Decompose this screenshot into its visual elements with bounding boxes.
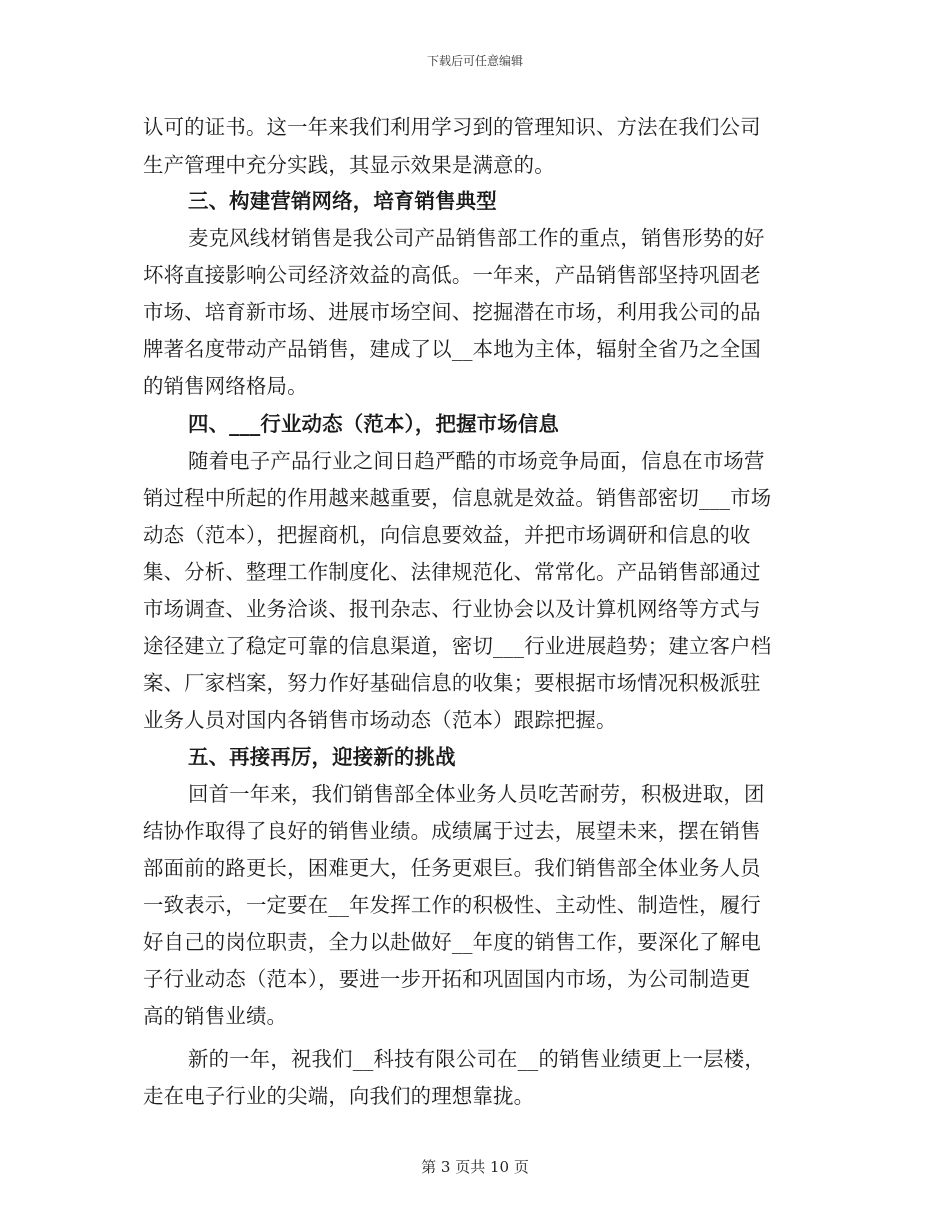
paragraph-line: 部面前的路更长，困难更大，任务更艰巨。我们销售部全体业务人员 xyxy=(143,856,761,880)
paragraph-line: 动态（范本），把握商机，向信息要效益，并把市场调研和信息的收 xyxy=(143,523,751,547)
paragraph-line: 认可的证书。这一年来我们利用学习到的管理知识、方法在我们公司 xyxy=(143,115,761,139)
section-heading: 三、构建营销网络，培育销售典型 xyxy=(188,189,497,213)
paragraph-line: 一致表示，一定要在__年发挥工作的积极性、主动性、制造性，履行 xyxy=(143,893,761,917)
paragraph-line: 的销售网络格局。 xyxy=(143,374,308,398)
paragraph-line: 案、厂家档案，努力作好基础信息的收集；要根据市场情况积极派驻 xyxy=(143,671,761,695)
paragraph-line: 市场调查、业务洽谈、报刊杂志、行业协会以及计算机网络等方式与 xyxy=(143,597,761,621)
paragraph-line: 坏将直接影响公司经济效益的高低。一年来，产品销售部坚持巩固老 xyxy=(143,263,761,287)
paragraph-line: 子行业动态（范本），要进一步开拓和巩固国内市场，为公司制造更 xyxy=(143,967,751,991)
paragraph-line: 随着电子产品行业之间日趋严酷的市场竞争局面，信息在市场营 xyxy=(188,449,765,473)
paragraph-line: 走在电子行业的尖端，向我们的理想靠拢。 xyxy=(143,1084,535,1108)
paragraph-line: 市场、培育新市场、进展市场空间、挖掘潜在市场，利用我公司的品 xyxy=(143,300,761,324)
header-note: 下载后可任意编辑 xyxy=(426,54,523,68)
page-number: 第 3 页共 10 页 xyxy=(421,1158,529,1176)
paragraph-line: 好自己的岗位职责，全力以赴做好__年度的销售工作，要深化了解电 xyxy=(143,930,761,954)
paragraph-line: 结协作取得了良好的销售业绩。成绩属于过去，展望未来，摆在销售 xyxy=(143,819,761,843)
paragraph-line: 麦克风线材销售是我公司产品销售部工作的重点，销售形势的好 xyxy=(188,226,765,250)
section-heading: 五、再接再厉，迎接新的挑战 xyxy=(188,745,456,769)
paragraph-line: 回首一年来，我们销售部全体业务人员吃苦耐劳，积极进取，团 xyxy=(188,782,765,806)
paragraph-line: 途径建立了稳定可靠的信息渠道，密切___行业进展趋势；建立客户档 xyxy=(143,634,772,658)
paragraph-line: 销过程中所起的作用越来越重要，信息就是效益。销售部密切___市场 xyxy=(143,486,772,510)
section-heading: 四、___行业动态（范本），把握市场信息 xyxy=(188,412,560,436)
paragraph-line: 集、分析、整理工作制度化、法律规范化、常常化。产品销售部通过 xyxy=(143,560,761,584)
paragraph-line: 生产管理中充分实践，其显示效果是满意的。 xyxy=(143,153,555,177)
paragraph-line: 业务人员对国内各销售市场动态（范本）跟踪把握。 xyxy=(143,708,617,732)
paragraph-line: 新的一年，祝我们__科技有限公司在__的销售业绩更上一层楼， xyxy=(188,1047,765,1071)
paragraph-line: 高的销售业绩。 xyxy=(143,1004,288,1028)
paragraph-line: 牌著名度带动产品销售，建成了以__本地为主体，辐射全省乃之全国 xyxy=(143,337,761,361)
